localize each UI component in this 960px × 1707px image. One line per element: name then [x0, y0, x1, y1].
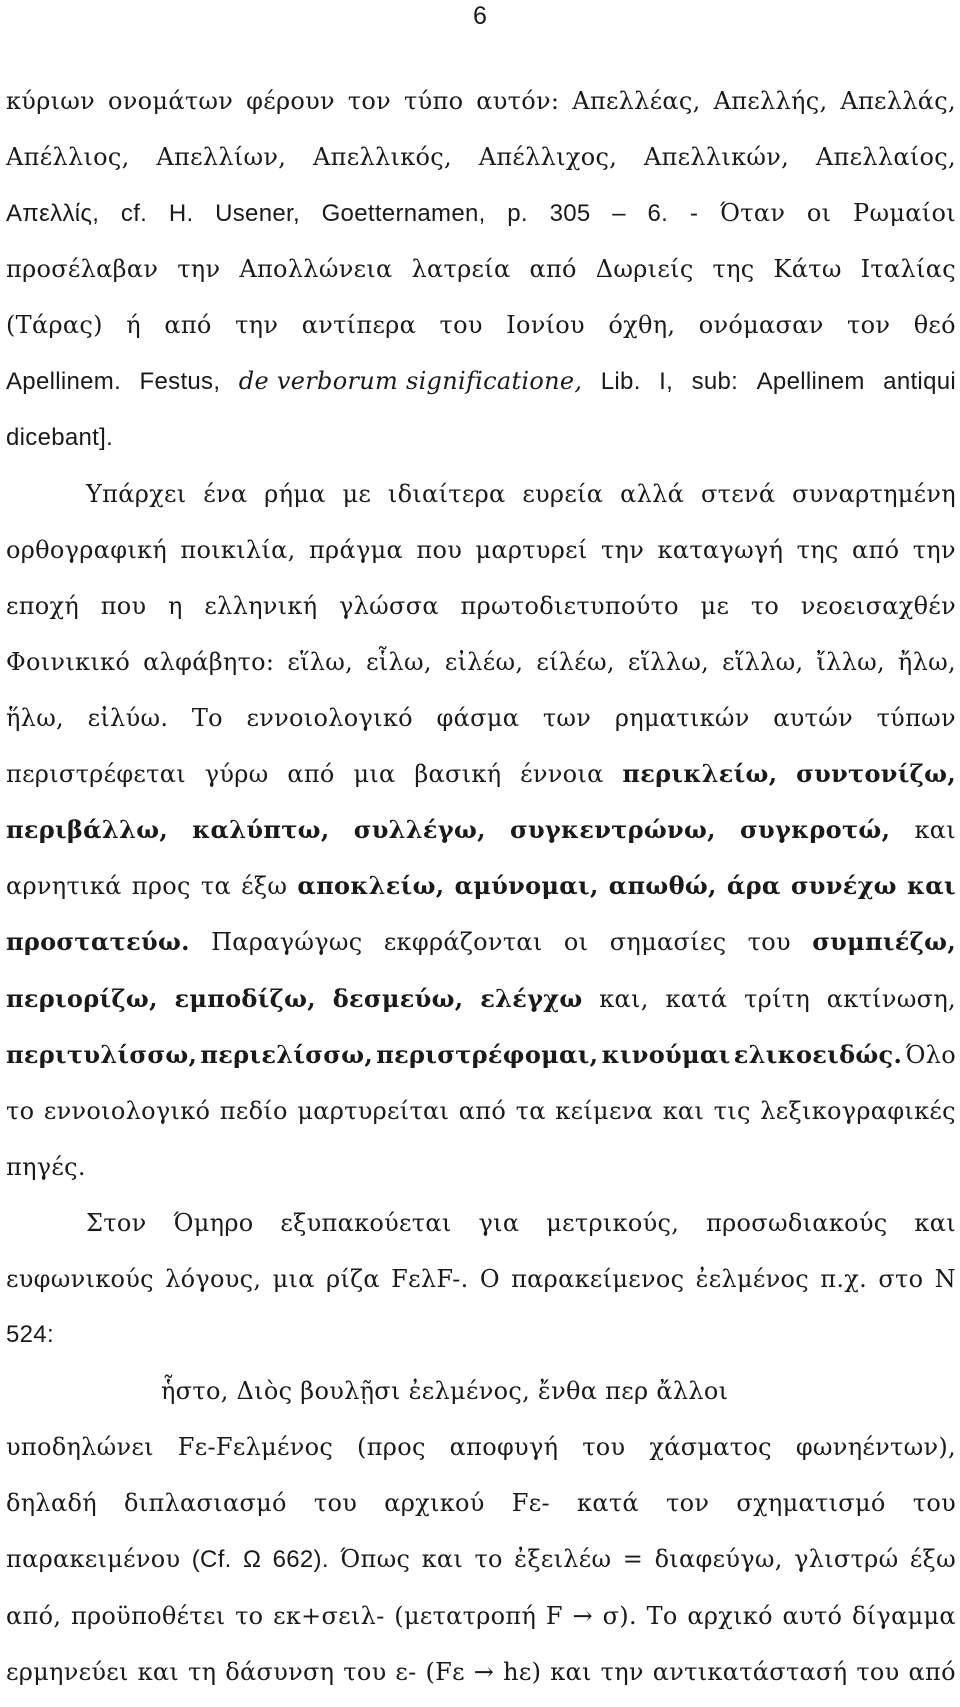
word: ορθογραφική	[6, 535, 168, 564]
word: και	[550, 1657, 592, 1686]
word: συγκεντρώνω,	[509, 815, 716, 845]
word: του	[439, 311, 483, 340]
word: που	[100, 591, 147, 620]
text-line	[6, 753, 956, 809]
document-body	[6, 80, 956, 1707]
word: Ω	[243, 1546, 262, 1574]
word: και	[421, 1545, 464, 1574]
word: Απελλέας,	[572, 87, 701, 115]
word: συγκροτώ,	[740, 815, 891, 845]
word: Ιταλίας	[860, 255, 956, 284]
text-line	[6, 304, 956, 360]
word: την	[600, 1657, 644, 1686]
word: Ο	[479, 1264, 500, 1293]
word: πεδίο	[219, 1096, 288, 1125]
word: Κάτω	[773, 255, 842, 284]
text-line	[6, 136, 956, 192]
word: ἥλω,	[6, 704, 64, 733]
word: FελF-.	[391, 1264, 469, 1293]
word: τύπο	[404, 87, 464, 115]
word: ευφωνικούς	[6, 1264, 154, 1293]
word: Το	[646, 1601, 678, 1630]
text-line	[6, 1651, 956, 1707]
word: ἧστο, Διὸς βουλῇσι ἐελμένος, ἔνθα περ ἄλλοι	[161, 1377, 729, 1406]
word: εἰλέω,	[444, 647, 524, 676]
word: προϋποθέτει	[70, 1601, 226, 1630]
word: ή	[126, 311, 141, 340]
word: περικλείω,	[622, 759, 778, 789]
word: που	[416, 535, 463, 564]
word: εμποδίζω,	[174, 983, 316, 1013]
word: ονομάτων	[108, 87, 234, 115]
word: ονόμασαν	[698, 311, 824, 340]
text-line	[6, 1314, 956, 1370]
word: περιστρέφομαι,	[376, 1039, 599, 1069]
word: περιορίζω,	[6, 983, 158, 1013]
word: Apellinem	[756, 368, 865, 396]
word: και	[137, 1657, 180, 1686]
text-line	[6, 1482, 956, 1538]
text-line	[6, 809, 956, 865]
word: φάσμα	[436, 704, 520, 733]
word: την	[912, 535, 956, 564]
text-line	[6, 1258, 956, 1314]
word: παρακειμένου	[6, 1545, 181, 1574]
word: και,	[599, 984, 649, 1013]
word: F	[545, 1601, 563, 1630]
word: ρήμα	[264, 479, 326, 508]
word: περιβάλλω,	[6, 815, 168, 845]
word: διπλασιασμό	[124, 1489, 287, 1518]
word: ένα	[203, 479, 248, 508]
word: Το	[191, 704, 223, 733]
word: προσωδιακούς	[706, 1208, 888, 1237]
word: και	[914, 1208, 956, 1237]
word: (Cf.	[191, 1546, 232, 1574]
text-line	[6, 1595, 956, 1651]
word: εκ+σειλ-	[273, 1601, 385, 1630]
word: Απελλικών,	[643, 143, 790, 172]
word: Ν	[934, 1264, 956, 1293]
word: φωνηέντων),	[795, 1433, 956, 1462]
word: π.χ.	[820, 1264, 868, 1293]
word: εννοιολογικό	[246, 704, 413, 733]
word: απωθώ,	[608, 871, 717, 901]
word: με	[342, 479, 372, 508]
word: μαρτυρείται	[297, 1096, 450, 1125]
word: κείμενα	[555, 1096, 654, 1125]
word: για	[478, 1208, 520, 1237]
word: hε)	[503, 1657, 542, 1686]
word: από,	[6, 1601, 62, 1630]
word: μια	[272, 1264, 315, 1293]
word: την	[235, 311, 279, 340]
word: λόγους,	[165, 1264, 262, 1293]
word: από	[287, 760, 335, 789]
word: 524:	[6, 1321, 54, 1349]
word: αρχικό	[687, 1601, 773, 1630]
word: από	[164, 311, 212, 340]
word: προστατεύω.	[6, 927, 190, 957]
word: του	[856, 1657, 900, 1686]
word: Όλο	[905, 1040, 956, 1069]
word: κινούμαι	[601, 1039, 731, 1069]
word: δίγαμμα	[851, 1601, 956, 1630]
word: στο	[878, 1264, 924, 1293]
text-line	[6, 1146, 956, 1202]
word: Απέλλιος,	[6, 143, 130, 172]
word: των	[542, 704, 592, 733]
word: συμπιέζω,	[812, 927, 956, 957]
word: προσέλαβαν	[6, 255, 159, 284]
word: κατά	[577, 1489, 639, 1518]
word: εἷλω,	[366, 647, 432, 676]
word: εἰλύω.	[87, 704, 169, 733]
word: αμύνομαι,	[454, 871, 599, 901]
word: ελικοειδώς.	[733, 1039, 903, 1069]
word: Στον	[86, 1208, 147, 1237]
word: προς	[131, 872, 191, 901]
word: του	[343, 1657, 387, 1686]
page-number: 6	[473, 2, 487, 30]
word: Ιονίου	[506, 311, 585, 340]
word: εἵλω,	[287, 647, 354, 676]
word: sub:	[691, 368, 739, 396]
word: και	[907, 871, 956, 901]
word: του	[747, 928, 791, 957]
word: ιδιαίτερα	[387, 479, 506, 508]
word: το	[235, 1601, 264, 1630]
word: αρχικού	[384, 1489, 485, 1518]
word: Όπως	[340, 1545, 411, 1574]
word: περιτυλίσσω,	[6, 1039, 198, 1069]
word: εξυπακούεται	[280, 1208, 452, 1237]
word: γλιστρώ	[794, 1545, 899, 1574]
word: Παραγώγως	[211, 928, 363, 957]
word: Φοινικικό	[6, 647, 131, 676]
word: Απελλίων,	[156, 143, 287, 172]
word: αντικατάστασή	[652, 1657, 848, 1686]
word: Υπάρχει	[86, 479, 187, 508]
word: Apellinem.	[6, 368, 122, 396]
word: (Τάρας)	[6, 311, 103, 340]
word: άρα	[726, 871, 781, 901]
text-line	[6, 585, 956, 641]
word: καταγωγή	[657, 535, 784, 564]
word: θεό	[913, 311, 956, 340]
word: =	[622, 1545, 644, 1574]
word: τα	[200, 872, 231, 901]
word: Απελλής,	[713, 87, 828, 115]
word: τρίτη	[744, 984, 811, 1013]
word: Απελλίς,	[6, 200, 100, 228]
text-line	[6, 1370, 956, 1426]
word: αλφάβητο:	[143, 647, 275, 676]
word: p.	[507, 200, 528, 228]
word: συντονίζω,	[796, 759, 956, 789]
word: τον	[347, 87, 392, 115]
word: και	[914, 816, 956, 845]
text-line	[6, 978, 956, 1034]
word: το	[6, 1096, 35, 1125]
word: κατά	[665, 984, 728, 1013]
word: cf.	[120, 200, 148, 228]
word: η	[168, 591, 183, 620]
word: του	[912, 1489, 956, 1518]
word: Απολλώνεια	[239, 255, 393, 284]
word: τη	[188, 1657, 217, 1686]
word: παρακείμενος	[511, 1264, 685, 1293]
text-line	[6, 192, 956, 248]
word: βασική	[414, 760, 502, 789]
word: τον	[847, 311, 891, 340]
word: εκφράζονται	[383, 928, 543, 957]
word: την	[601, 535, 645, 564]
text-line	[6, 697, 956, 753]
word: ερμηνεύει	[6, 1657, 129, 1686]
word: πράγμα	[308, 535, 404, 564]
text-line	[6, 248, 956, 304]
word: αυτόν:	[476, 87, 560, 115]
word: την	[177, 255, 221, 284]
word: ρηματικών	[614, 704, 750, 733]
word: ρίζα	[325, 1264, 380, 1293]
word: μαρτυρεί	[475, 535, 588, 564]
word: είλέω,	[536, 647, 615, 676]
word: Απελλικός,	[313, 143, 452, 172]
word: φέρουν	[246, 87, 335, 115]
word: σ).	[602, 1601, 637, 1630]
word: αντίπερα	[301, 311, 417, 340]
text-line	[6, 1034, 956, 1090]
word: από	[908, 1657, 956, 1686]
word: de verborum significatione,	[238, 367, 583, 396]
word: dicebant].	[6, 423, 114, 451]
word: του	[313, 1489, 358, 1518]
word: της	[796, 535, 839, 564]
text-line	[6, 473, 956, 529]
word: το	[474, 1545, 503, 1574]
text-line	[6, 529, 956, 585]
word: Goetternamen,	[321, 200, 486, 228]
word: καλύπτω,	[192, 815, 330, 845]
word: Απελλαίος,	[815, 143, 956, 172]
word: (Fε	[425, 1657, 465, 1686]
word: –	[612, 200, 626, 228]
word: έξω	[241, 872, 288, 901]
word: εἵλλω,	[722, 647, 804, 676]
word: τα	[515, 1096, 546, 1125]
text-line	[6, 641, 956, 697]
word: 305	[549, 200, 591, 228]
word: συνέχω	[790, 871, 897, 901]
word: -	[689, 199, 699, 228]
word: Fε-	[511, 1489, 550, 1518]
word: ποικιλία,	[180, 535, 296, 564]
word: πρωτοδιετυπούτο	[460, 591, 679, 620]
word: περιστρέφεται	[6, 760, 186, 789]
word: ε-	[395, 1657, 417, 1686]
word: 6.	[647, 200, 669, 228]
word: ευρεία	[522, 479, 604, 508]
text-line	[6, 80, 956, 136]
word: του	[582, 1433, 626, 1462]
word: έξω	[909, 1545, 956, 1574]
word: λεξικογραφικές	[760, 1096, 956, 1125]
word: κύριων	[6, 87, 96, 115]
word: οι	[563, 928, 589, 957]
word: Fε-Fελμένος	[177, 1433, 334, 1462]
word: με	[700, 591, 730, 620]
word: Δωριείς	[595, 255, 694, 284]
word: σημασίες	[609, 928, 727, 957]
word: →	[572, 1601, 593, 1630]
word: τις	[713, 1096, 751, 1125]
word: εἵλλω,	[627, 647, 710, 676]
word: και	[662, 1096, 705, 1125]
word: μια	[353, 760, 396, 789]
word: γλώσσα	[339, 591, 439, 620]
word: ἐελμένος	[695, 1264, 810, 1293]
word: μετρικούς,	[546, 1208, 680, 1237]
word: στενά	[700, 479, 776, 508]
word: δεσμεύω,	[332, 983, 464, 1013]
word: συλλέγω,	[353, 815, 486, 845]
word: Όταν	[719, 199, 786, 228]
word: αποφυγή	[449, 1433, 559, 1462]
word: Festus,	[139, 368, 221, 396]
word: ἐξειλέω	[514, 1545, 612, 1574]
word: τον	[666, 1489, 710, 1518]
word: αλλά	[620, 479, 685, 508]
word: 662).	[272, 1546, 329, 1574]
word: Απέλλιχος,	[478, 143, 618, 172]
text-line	[6, 417, 956, 473]
word: αποκλείω,	[297, 871, 445, 901]
text-line	[6, 921, 956, 977]
word: δάσυνση	[225, 1657, 335, 1686]
word: νεοεισαχθέν	[800, 591, 956, 620]
word: συναρτημένη	[792, 479, 956, 508]
text-line	[6, 360, 956, 416]
word: αυτό	[782, 1601, 843, 1630]
word: χάσματος	[649, 1433, 772, 1462]
word: από	[458, 1096, 507, 1125]
word: διαφεύγω,	[654, 1545, 783, 1574]
word: αρνητικά	[6, 872, 122, 901]
word: (μετατροπή	[394, 1601, 537, 1630]
word: ελέγχω	[480, 983, 583, 1013]
word: I,	[659, 368, 674, 396]
word: εννοιολογικό	[43, 1096, 211, 1125]
word: →	[473, 1657, 495, 1686]
word: γύρω	[204, 760, 269, 789]
word: ἴλλω,	[816, 647, 885, 676]
text-line	[6, 1426, 956, 1482]
word: πηγές.	[6, 1152, 86, 1181]
word: λατρεία	[411, 255, 511, 284]
text-line	[6, 865, 956, 921]
text-line	[6, 1202, 956, 1258]
word: από	[529, 255, 577, 284]
word: όχθη,	[608, 311, 676, 340]
word: Απελλάς,	[840, 87, 956, 115]
word: αυτών	[773, 704, 853, 733]
word: ακτίνωση,	[826, 984, 956, 1013]
word: Lib.	[600, 368, 641, 396]
word: (προς	[357, 1433, 426, 1462]
word: Ρωμαίοι	[853, 199, 956, 228]
word: τύπων	[876, 704, 956, 733]
word: από	[852, 535, 900, 564]
word: Usener,	[215, 200, 300, 228]
word: H.	[168, 200, 194, 228]
word: Όμηρο	[173, 1208, 254, 1237]
word: σχηματισμό	[736, 1489, 886, 1518]
word: ελληνική	[204, 591, 318, 620]
text-line	[6, 1090, 956, 1146]
word: antiqui	[883, 368, 956, 396]
word: δηλαδή	[6, 1489, 97, 1518]
word: υποδηλώνει	[6, 1433, 154, 1462]
word: της	[712, 255, 755, 284]
word: το	[750, 591, 780, 620]
word: περιελίσσω,	[200, 1039, 374, 1069]
text-line	[6, 1538, 956, 1594]
word: εποχή	[6, 591, 80, 620]
word: ἤλω,	[897, 647, 956, 676]
word: οι	[806, 199, 832, 228]
word: έννοια	[520, 760, 604, 789]
